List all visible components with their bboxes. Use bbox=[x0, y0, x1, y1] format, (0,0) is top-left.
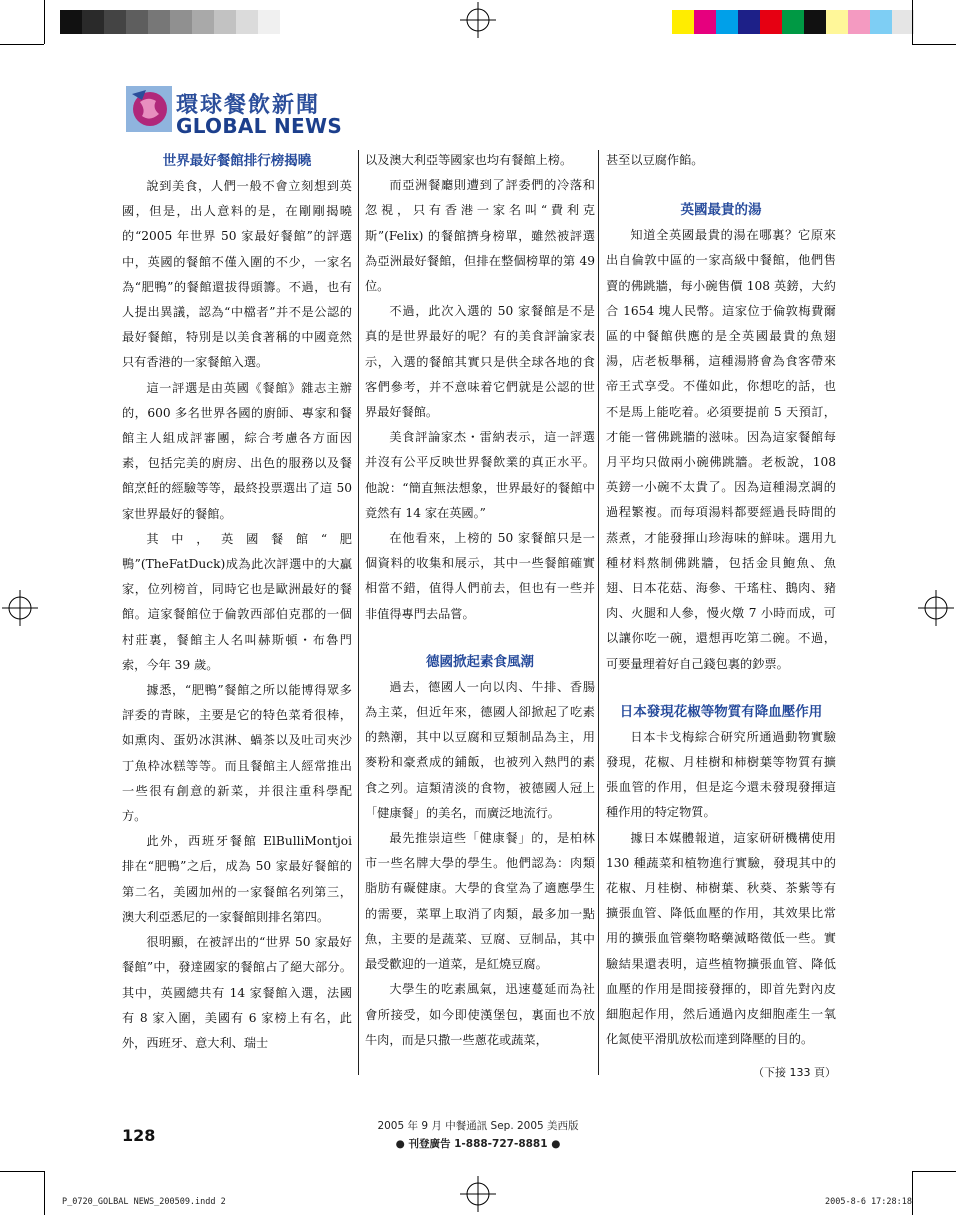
color-bar bbox=[672, 10, 914, 34]
publication-info: 2005 年 9 月 中餐通訊 Sep. 2005 美西版 bbox=[377, 1120, 579, 1132]
paragraph: 而亞洲餐廳則遭到了評委們的冷落和忽視，只有香港一家名叫“費利克斯”(Felix) 的餐館擠身榜單，雖然被評選為亞洲最好餐館，但排在整個榜單的第 49 位。 bbox=[365, 178, 595, 294]
color-swatch bbox=[148, 10, 170, 34]
paragraph: 日本卡戈梅綜合研究所通過動物實驗發現，花椒、月桂樹和柿樹葉等物質有擴張血管的作用，但是迄今還未發現發揮這種作用的特定物質。 bbox=[606, 729, 836, 820]
color-swatch bbox=[126, 10, 148, 34]
crop-mark bbox=[912, 0, 913, 44]
file-name-slug: P_0720_GOLBAL NEWS_200509.indd 2 bbox=[62, 1197, 226, 1207]
article-column-1 bbox=[122, 148, 352, 1056]
paragraph: 甚至以豆腐作餡。 bbox=[606, 153, 704, 167]
gray-color-bar bbox=[60, 10, 280, 34]
crop-mark bbox=[912, 1171, 956, 1172]
paragraph: 這一評選是由英國《餐館》雜志主辦的，600 多名世界各國的廚師、專家和餐館主人組成評審團，綜合考慮各方面因素，包括完美的廚房、出色的服務以及餐館烹飪的經驗等等，最終投票選出了這 50 家世界最好的餐館。 bbox=[122, 380, 352, 521]
color-swatch bbox=[672, 10, 694, 34]
color-swatch bbox=[104, 10, 126, 34]
color-swatch bbox=[892, 10, 914, 34]
paragraph: 很明顯，在被評出的“世界 50 家最好餐館”中，發達國家的餐館占了絕大部分。其中，英國總共有 14 家餐館入選，法國有 8 家入圍，美國有 6 家榜上有名，此外，西班牙、意大利、瑞士 bbox=[122, 935, 352, 1050]
paragraph: 此外，西班牙餐館 ElBulliMontjoi 排在“肥鴨”之后，成為 50 家最好餐館的第二名，美國加州的一家餐館名列第三，澳大利亞悉尼的一家餐館則排名第四。 bbox=[122, 834, 352, 924]
color-swatch bbox=[848, 10, 870, 34]
page-number: 128 bbox=[122, 1126, 156, 1145]
column-divider bbox=[598, 150, 599, 1075]
paragraph: 大學生的吃素風氣，迅速蔓延而為社會所接受，如今即使漢堡包，裏面也不放牛肉，而是只撒一些蔥花或蔬菜， bbox=[365, 982, 595, 1047]
registration-mark-icon bbox=[460, 1176, 496, 1212]
column-divider bbox=[358, 150, 359, 1075]
globe-icon bbox=[126, 86, 172, 132]
paragraph: 過去，德國人一向以肉、牛排、香腸為主菜，但近年來，德國人卻掀起了吃素的熱潮，其中以豆腐和豆類制品為主，用麥粉和豪煮成的鋪飯，也被列入熱門的素食之列。這類清淡的食物，被德國人冠上「健康餐」的美名，而廣泛地流行。 bbox=[365, 679, 595, 820]
paragraph: 在他看來，上榜的 50 家餐館只是一個資料的收集和展示，其中一些餐館確實相當不錯，值得人們前去，但也有一些并非值得專門去品嘗。 bbox=[365, 531, 595, 621]
crop-mark bbox=[44, 1171, 45, 1215]
paragraph: 不過，此次入選的 50 家餐館是不是真的是世界最好的呢？有的美食評論家表示，入選的餐館其實只是供全球各地的食客們參考，并不意味着它們就是公認的世界最好餐館。 bbox=[365, 304, 595, 420]
article-heading: 德國掀起素食風潮 bbox=[426, 653, 534, 670]
color-swatch bbox=[214, 10, 236, 34]
color-swatch bbox=[804, 10, 826, 34]
print-timestamp: 2005-8-6 17:28:18 bbox=[825, 1197, 912, 1207]
crop-mark bbox=[0, 44, 44, 45]
color-swatch bbox=[870, 10, 892, 34]
section-title-chinese: 環球餐飲新聞 bbox=[176, 93, 321, 118]
article-heading: 日本發現花椒等物質有降血壓作用 bbox=[619, 703, 823, 720]
color-swatch bbox=[236, 10, 258, 34]
paragraph: 據日本媒體報道，這家研研機構使用 130 種蔬菜和植物進行實驗，發現其中的花椒、月桂樹、柿樹葉、秋葵、茶紫等有擴張血管、降低血壓的作用，其效果比常用的擴張血管藥物略藥減略徵低一些。實驗結果還表明，這些植物擴張血管、降低血壓的作用是間接發揮的，即首先對內皮細胞起作用，然后通過內皮細胞產生一氧化氮使平滑肌放松而達到降壓的目的。 bbox=[606, 830, 836, 1047]
color-swatch bbox=[170, 10, 192, 34]
advertising-hotline: ● 刊登廣告 1-888-727-8881 ● bbox=[395, 1138, 561, 1150]
article-column-2 bbox=[365, 148, 595, 1053]
article-heading: 世界最好餐館排行榜揭曉 bbox=[162, 153, 312, 169]
crop-mark bbox=[912, 44, 956, 45]
article-column-3 bbox=[606, 148, 836, 1083]
paragraph: 最先推崇這些「健康餐」的，是柏林市一些名牌大學的學生。他們認為：肉類脂肪有礙健康。大學的食堂為了適應學生的需要，菜單上取消了肉類，最多加一點魚，主要的是蔬菜、豆腐、豆制品，其中最受歡迎的一道菜，是紅燒豆腐。 bbox=[365, 831, 595, 972]
registration-mark-icon bbox=[918, 590, 954, 626]
color-swatch bbox=[694, 10, 716, 34]
paragraph: 美食評論家杰・雷納表示，這一評選并沒有公平反映世界餐飲業的真正水平。他說：“簡直無法想象，世界最好的餐館中竟然有 14 家在英國。” bbox=[365, 430, 595, 520]
color-swatch bbox=[192, 10, 214, 34]
paragraph: 說到美食，人們一般不會立刻想到英國，但是，出人意料的是，在剛剛揭曉的“2005 年世界 50 家最好餐館”的評選中，英國的餐館不僅入圍的不少，一家名為“肥鴨”的餐館還拔得頭籌。不過，也有人提出異議，認為“中檔者”并不是公認的最好餐館，特別是以美食著稱的中國竟然只有香港的一家餐館入選。 bbox=[122, 179, 352, 370]
color-swatch bbox=[826, 10, 848, 34]
color-swatch bbox=[716, 10, 738, 34]
color-swatch bbox=[60, 10, 82, 34]
paragraph: 知道全英國最貴的湯在哪裏？它原來出自倫敦中區的一家高級中餐館，他們售賣的佛跳牆，每小碗售價 108 英鎊，大約合 1654 塊人民幣。這家位于倫敦梅費爾區的中餐館供應的是全英國最貴的魚翅湯，店老板舉稱，這種湯將會為食客帶來帝王式享受。不僅如此，你想吃的話，也不是馬上能吃着。必須要提前 5 天預訂，才能一嘗佛跳牆的滋味。因為這家餐館每月平均只做兩小碗佛跳牆。老板說，108 英鎊一小碗不太貴了。因為這種湯烹調的過程繁複。而每項湯料都要經過長時間的蒸煮，才能發揮山珍海味的鮮味。選用九種材料熬制佛跳牆，包括金貝鮑魚、魚翅、日本花菇、海參、干瑤柱、鵝肉、豬肉、火腿和人參，慢火燉 7 小時而成，可以讓你吃一碗，還想再吃第二碗。不過，可要量理着好自己錢包裏的鈔票。 bbox=[606, 228, 836, 671]
paragraph: 以及澳大利亞等國家也均有餐館上榜。 bbox=[365, 153, 573, 167]
color-swatch bbox=[760, 10, 782, 34]
section-title-english: GLOBAL NEWS bbox=[176, 114, 343, 138]
color-swatch bbox=[738, 10, 760, 34]
crop-mark bbox=[0, 1171, 44, 1172]
registration-mark-icon bbox=[2, 590, 38, 626]
paragraph: 據悉，“肥鴨”餐館之所以能博得眾多評委的青睞，主要是它的特色菜肴很棒，如熏肉、蛋奶冰淇淋、蝸茶以及吐司夾沙丁魚枠冰糕等等。而且餐館主人經常推出一些很有創意的新菜，并很注重科學配方。 bbox=[122, 683, 352, 824]
registration-mark-icon bbox=[460, 2, 496, 38]
article-heading: 英國最貴的湯 bbox=[680, 202, 762, 219]
color-swatch bbox=[258, 10, 280, 34]
crop-mark bbox=[912, 1171, 913, 1215]
paragraph: 其中，英國餐館“肥鴨”(TheFatDuck)成為此次評選中的大贏家，位列榜首，同時它也是歐洲最好的餐館。這家餐館位于倫敦西部伯克郡的一個村莊裏，餐館主人名叫赫斯頓・布魯門索，今年 39 歲。 bbox=[122, 531, 352, 672]
continued-note: （下接 133 頁） bbox=[753, 1065, 836, 1079]
crop-mark bbox=[44, 0, 45, 44]
color-swatch bbox=[782, 10, 804, 34]
color-swatch bbox=[82, 10, 104, 34]
